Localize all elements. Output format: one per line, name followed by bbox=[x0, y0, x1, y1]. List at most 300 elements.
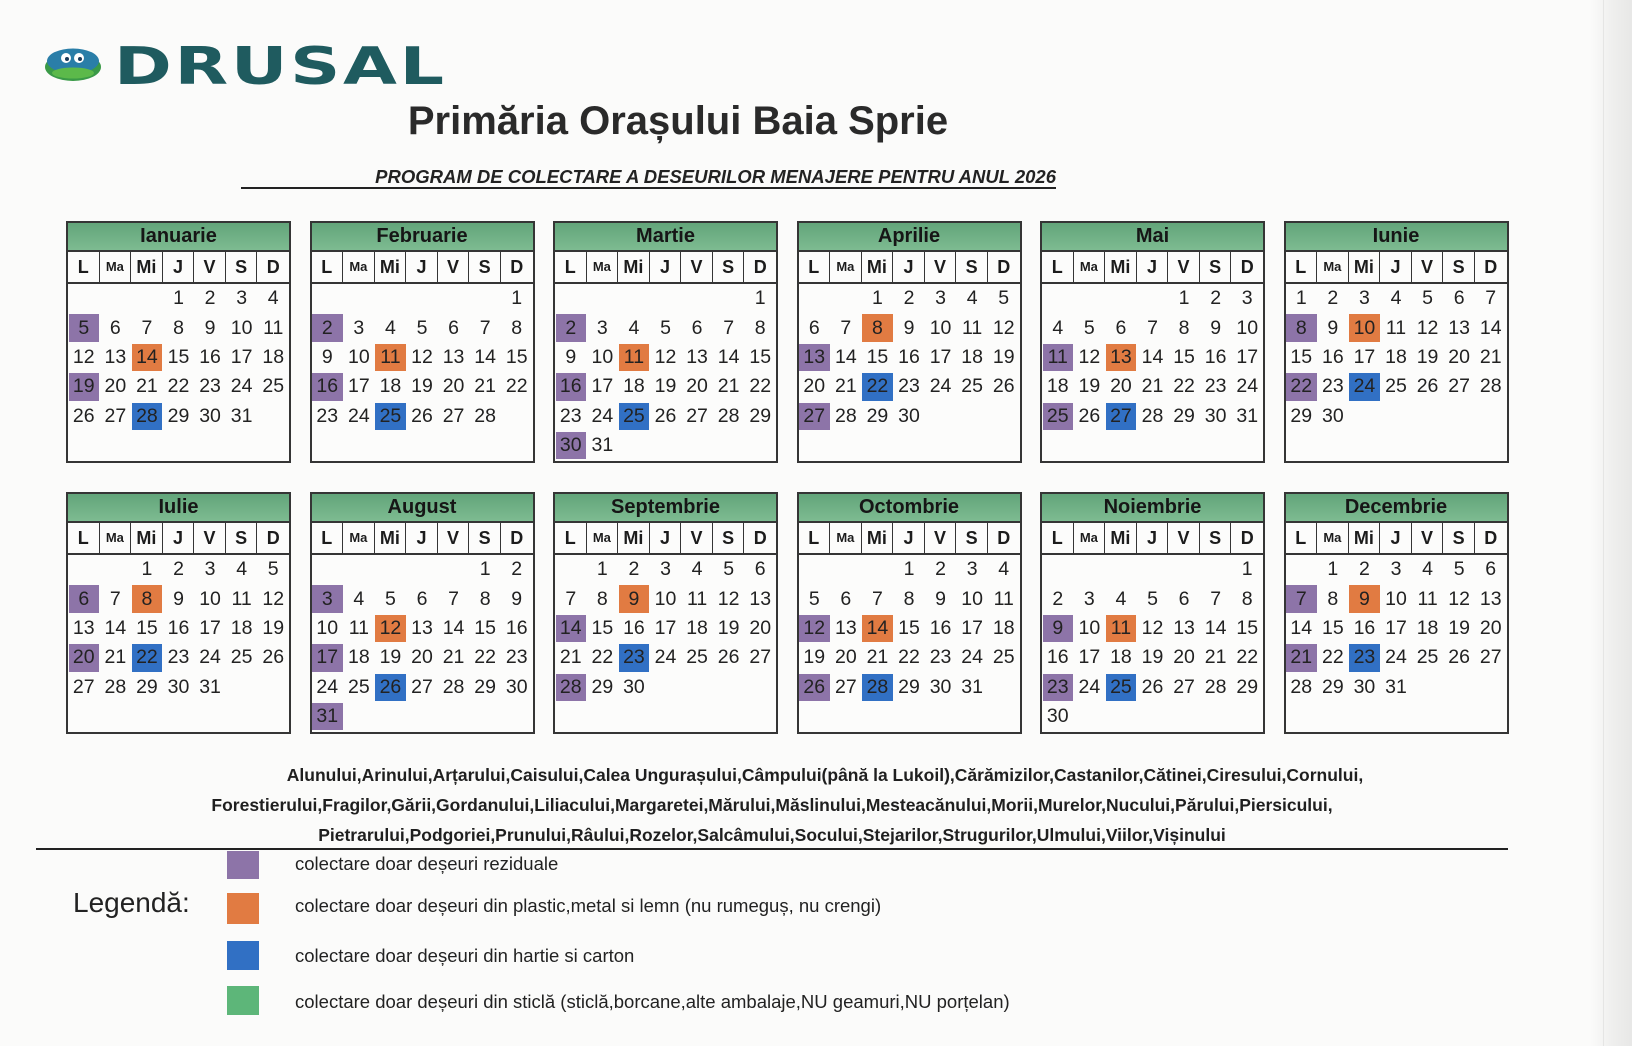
day-cell-paper: 25 bbox=[619, 403, 650, 430]
day-cell: 7 bbox=[479, 316, 491, 339]
day-cell: 5 bbox=[1422, 287, 1433, 310]
day-cell: 30 bbox=[1204, 404, 1227, 427]
month-august bbox=[310, 492, 535, 734]
day-cell: 9 bbox=[903, 316, 915, 339]
day-cell-plastic: 9 bbox=[1349, 585, 1380, 612]
day-cell: 22 bbox=[167, 375, 190, 398]
street-list-line: Alunului,Arinului,Arțarului,Caisului,Calea Ungurașului,Câmpului(până la Lukoil),Cărămizilor,Castanilor,Cătinei,Ciresului,Cornului, bbox=[286, 765, 1364, 785]
day-cell: 25 bbox=[348, 675, 370, 698]
day-cell: 11 bbox=[1385, 316, 1407, 339]
weekday-header-row bbox=[1042, 523, 1263, 555]
legend-swatch-plastic bbox=[227, 893, 259, 924]
day-cell: 19 bbox=[262, 616, 285, 639]
day-cell: 14 bbox=[1204, 616, 1227, 639]
day-cell: 14 bbox=[1141, 345, 1164, 368]
day-cell: 6 bbox=[416, 587, 428, 610]
day-cell: 30 bbox=[929, 675, 952, 698]
day-cell: 22 bbox=[474, 646, 496, 669]
weekday-label: V bbox=[925, 252, 957, 282]
day-cell-residual: 3 bbox=[312, 585, 343, 612]
day-cell: 29 bbox=[898, 675, 920, 698]
day-cell: 18 bbox=[379, 375, 402, 398]
day-cell: 18 bbox=[262, 345, 285, 368]
month-title: Iunie bbox=[1286, 223, 1507, 252]
day-cell: 4 bbox=[691, 558, 703, 581]
day-cell: 30 bbox=[1322, 404, 1344, 427]
day-cell: 20 bbox=[1448, 345, 1470, 368]
weekday-label: Ma bbox=[343, 523, 375, 553]
weekday-label: D bbox=[266, 257, 280, 277]
weekday-label: S bbox=[713, 523, 745, 553]
day-cell: 21 bbox=[1141, 375, 1164, 398]
day-cell: 6 bbox=[691, 316, 703, 339]
weekday-label: V bbox=[1168, 252, 1200, 282]
scan-edge-line bbox=[1603, 0, 1604, 1046]
day-cell: 30 bbox=[505, 675, 528, 698]
day-cell: 24 bbox=[230, 375, 253, 398]
day-cell: 3 bbox=[236, 287, 248, 310]
day-cell: 24 bbox=[1385, 646, 1407, 669]
street-list-line: Pietrarului,Podgoriei,Prunului,Râului,Rozelor,Salcâmului,Socului,Stejarilor,Strugurilor,Ulmului,Viilor,Vișinului bbox=[318, 825, 1226, 845]
day-cell: 3 bbox=[596, 316, 608, 339]
weekday-label: S bbox=[956, 523, 988, 553]
day-cell: 29 bbox=[866, 404, 889, 427]
day-cell: 29 bbox=[1236, 675, 1259, 698]
day-cell: 16 bbox=[167, 616, 190, 639]
legend-swatch-paper bbox=[227, 941, 259, 970]
day-cell-paper: 24 bbox=[1349, 373, 1380, 400]
day-cell: 28 bbox=[474, 404, 496, 427]
day-cell: 13 bbox=[411, 616, 433, 639]
month-martie bbox=[553, 221, 778, 463]
day-cell: 30 bbox=[623, 675, 645, 698]
day-cell: 13 bbox=[1479, 587, 1502, 610]
day-cell: 5 bbox=[1083, 316, 1095, 339]
day-cell: 23 bbox=[898, 375, 920, 398]
day-cell: 30 bbox=[898, 404, 920, 427]
day-cell: 2 bbox=[628, 558, 640, 581]
day-cell: 25 bbox=[961, 375, 983, 398]
month-title: Noiembrie bbox=[1042, 494, 1263, 523]
day-cell: 28 bbox=[1290, 675, 1313, 698]
day-cell: 20 bbox=[104, 375, 127, 398]
day-cell: 28 bbox=[442, 675, 465, 698]
day-cell: 15 bbox=[136, 616, 158, 639]
day-cell: 11 bbox=[263, 316, 284, 339]
day-cell: 17 bbox=[654, 616, 677, 639]
day-cell: 17 bbox=[348, 375, 370, 398]
day-cell: 3 bbox=[353, 316, 365, 339]
day-cell: 2 bbox=[204, 287, 216, 310]
weekday-label: Ma bbox=[100, 252, 132, 282]
day-cell: 6 bbox=[840, 587, 852, 610]
day-cell: 24 bbox=[961, 646, 983, 669]
day-cell: 10 bbox=[591, 345, 614, 368]
weekday-header-row bbox=[68, 523, 289, 555]
day-cell: 9 bbox=[321, 345, 333, 368]
weekday-label: Mi bbox=[1105, 523, 1137, 553]
day-cell-residual: 12 bbox=[799, 615, 830, 642]
day-cell-residual: 30 bbox=[556, 432, 587, 459]
day-cell: 6 bbox=[754, 558, 766, 581]
day-cell: 3 bbox=[660, 558, 671, 581]
day-cell: 7 bbox=[1147, 316, 1158, 339]
day-cell: 1 bbox=[596, 558, 608, 581]
scan-edge-shadow bbox=[1590, 0, 1632, 1046]
weekday-label: Mi bbox=[862, 523, 894, 553]
day-cell: 4 bbox=[628, 316, 640, 339]
day-cell: 11 bbox=[993, 587, 1014, 610]
day-cell: 12 bbox=[1141, 616, 1164, 639]
month-title: Februarie bbox=[312, 223, 533, 252]
day-cell: 27 bbox=[1173, 675, 1195, 698]
day-cell: 5 bbox=[416, 316, 428, 339]
weekday-label: D bbox=[997, 528, 1011, 548]
day-cell: 31 bbox=[961, 675, 983, 698]
day-cell: 4 bbox=[384, 316, 396, 339]
day-cell: 24 bbox=[654, 646, 677, 669]
weekday-label: L bbox=[68, 252, 100, 282]
day-cell: 1 bbox=[754, 287, 766, 310]
day-cell: 20 bbox=[1479, 616, 1502, 639]
weekday-label: S bbox=[469, 523, 501, 553]
weekday-label: L bbox=[312, 523, 344, 553]
weekday-label: L bbox=[1286, 523, 1318, 553]
day-cell: 8 bbox=[479, 587, 491, 610]
day-cell: 26 bbox=[1078, 404, 1101, 427]
day-cell-residual: 19 bbox=[69, 373, 100, 400]
day-cell: 26 bbox=[262, 646, 285, 669]
weekday-label: Mi bbox=[375, 523, 407, 553]
day-cell: 8 bbox=[1178, 316, 1190, 339]
legend-text-glass: colectare doar deșeuri din sticlă (sticlă,borcane,alte ambalaje,NU geamuri,NU porțelan) bbox=[295, 991, 1010, 1012]
day-cell: 12 bbox=[1078, 345, 1101, 368]
month-title: Septembrie bbox=[555, 494, 776, 523]
day-cell: 19 bbox=[1078, 375, 1101, 398]
day-cell: 15 bbox=[505, 345, 528, 368]
day-cell: 25 bbox=[230, 646, 253, 669]
day-cell: 1 bbox=[511, 287, 523, 310]
day-cell: 26 bbox=[1141, 675, 1164, 698]
day-cell: 7 bbox=[723, 316, 735, 339]
weekday-label: L bbox=[555, 523, 587, 553]
weekday-label: S bbox=[1443, 523, 1475, 553]
day-cell: 1 bbox=[173, 287, 184, 310]
day-cell: 4 bbox=[998, 558, 1010, 581]
day-cell: 24 bbox=[1236, 375, 1259, 398]
day-cell: 3 bbox=[1083, 587, 1095, 610]
day-cell: 6 bbox=[1178, 587, 1190, 610]
day-cell-residual: 9 bbox=[1043, 615, 1074, 642]
day-cell: 4 bbox=[1390, 287, 1402, 310]
day-cell-plastic: 11 bbox=[375, 344, 406, 371]
day-cell: 22 bbox=[898, 646, 920, 669]
days-grid bbox=[799, 555, 1020, 731]
day-cell-plastic: 14 bbox=[862, 615, 893, 642]
weekday-label: L bbox=[68, 523, 100, 553]
day-cell: 8 bbox=[596, 587, 608, 610]
day-cell: 24 bbox=[316, 675, 339, 698]
day-cell: 1 bbox=[1178, 287, 1190, 310]
weekday-label: S bbox=[469, 252, 501, 282]
day-cell: 22 bbox=[1236, 646, 1259, 669]
day-cell-plastic: 11 bbox=[619, 344, 650, 371]
weekday-label: S bbox=[713, 252, 745, 282]
day-cell: 5 bbox=[723, 558, 735, 581]
day-cell: 10 bbox=[929, 316, 952, 339]
day-cell: 12 bbox=[72, 345, 95, 368]
day-cell: 31 bbox=[1236, 404, 1259, 427]
weekday-label: Mi bbox=[1349, 523, 1381, 553]
drusal-logo-icon bbox=[44, 46, 102, 82]
day-cell: 22 bbox=[1173, 375, 1195, 398]
day-cell-residual: 16 bbox=[312, 373, 343, 400]
month-februarie bbox=[310, 221, 535, 463]
legend-swatch-glass bbox=[227, 986, 259, 1015]
day-cell: 29 bbox=[1290, 404, 1313, 427]
day-cell: 4 bbox=[236, 558, 248, 581]
day-cell: 11 bbox=[1417, 587, 1438, 610]
day-cell: 26 bbox=[654, 404, 677, 427]
day-cell: 19 bbox=[379, 646, 402, 669]
day-cell: 1 bbox=[479, 558, 491, 581]
day-cell: 28 bbox=[717, 404, 740, 427]
day-cell: 26 bbox=[72, 404, 95, 427]
legend-label: Legendă: bbox=[73, 887, 190, 918]
day-cell: 29 bbox=[749, 404, 772, 427]
weekday-label: Ma bbox=[1074, 252, 1106, 282]
day-cell: 17 bbox=[230, 345, 253, 368]
day-cell-paper: 22 bbox=[132, 644, 163, 671]
day-cell: 17 bbox=[199, 616, 221, 639]
day-cell-residual: 31 bbox=[312, 703, 343, 730]
day-cell: 30 bbox=[199, 404, 221, 427]
weekday-label: D bbox=[753, 257, 767, 277]
day-cell-residual: 21 bbox=[1286, 644, 1317, 671]
legend-text-residual: colectare doar deșeuri reziduale bbox=[295, 853, 559, 874]
legend-text-paper: colectare doar deșeuri din hartie si carton bbox=[295, 945, 635, 966]
weekday-label: D bbox=[997, 257, 1011, 277]
days-grid bbox=[1286, 284, 1507, 460]
day-cell: 3 bbox=[966, 558, 978, 581]
weekday-label: Ma bbox=[830, 523, 862, 553]
weekday-label: J bbox=[163, 252, 195, 282]
day-cell: 4 bbox=[353, 587, 365, 610]
month-title: Octombrie bbox=[799, 494, 1020, 523]
day-cell: 10 bbox=[654, 587, 677, 610]
day-cell: 13 bbox=[104, 345, 127, 368]
day-cell-paper: 23 bbox=[1349, 644, 1380, 671]
logo-wordmark: DRUSAL bbox=[114, 37, 447, 97]
day-cell: 9 bbox=[1210, 316, 1222, 339]
day-cell: 25 bbox=[686, 646, 708, 669]
day-cell: 18 bbox=[623, 375, 645, 398]
day-cell-residual: 6 bbox=[69, 585, 100, 612]
day-cell: 2 bbox=[1327, 287, 1339, 310]
day-cell: 18 bbox=[961, 345, 983, 368]
day-cell-plastic: 8 bbox=[862, 314, 893, 341]
day-cell: 7 bbox=[141, 316, 153, 339]
day-cell: 3 bbox=[935, 287, 946, 310]
day-cell: 7 bbox=[565, 587, 577, 610]
day-cell: 8 bbox=[1327, 587, 1339, 610]
day-cell: 14 bbox=[1479, 316, 1502, 339]
weekday-label: Mi bbox=[131, 523, 163, 553]
weekday-label: V bbox=[925, 523, 957, 553]
day-cell-residual: 26 bbox=[799, 674, 830, 701]
day-cell: 7 bbox=[871, 587, 883, 610]
day-cell: 13 bbox=[1173, 616, 1195, 639]
day-cell: 6 bbox=[1115, 316, 1127, 339]
day-cell: 21 bbox=[1479, 345, 1502, 368]
month-iulie bbox=[66, 492, 291, 734]
weekday-label: D bbox=[510, 528, 524, 548]
day-cell: 27 bbox=[1448, 375, 1470, 398]
day-cell-paper: 27 bbox=[1106, 403, 1137, 430]
day-cell: 3 bbox=[204, 558, 216, 581]
day-cell: 18 bbox=[1385, 345, 1407, 368]
day-cell: 31 bbox=[1385, 675, 1407, 698]
day-cell-plastic: 13 bbox=[1106, 344, 1137, 371]
month-title: Mai bbox=[1042, 223, 1263, 252]
day-cell: 26 bbox=[1448, 646, 1470, 669]
day-cell: 1 bbox=[1295, 287, 1307, 310]
weekday-header-row bbox=[1042, 252, 1263, 284]
day-cell: 30 bbox=[167, 675, 190, 698]
day-cell: 9 bbox=[1327, 316, 1339, 339]
day-cell: 9 bbox=[935, 587, 946, 610]
day-cell: 3 bbox=[1241, 287, 1253, 310]
day-cell: 7 bbox=[109, 587, 121, 610]
weekday-label: J bbox=[893, 252, 925, 282]
day-cell: 29 bbox=[167, 404, 190, 427]
weekday-label: J bbox=[1380, 252, 1412, 282]
day-cell: 5 bbox=[660, 316, 671, 339]
weekday-label: V bbox=[681, 523, 713, 553]
weekday-label: Mi bbox=[618, 523, 650, 553]
weekday-label: S bbox=[1200, 523, 1232, 553]
day-cell: 23 bbox=[167, 646, 190, 669]
day-cell: 1 bbox=[871, 287, 883, 310]
weekday-label: L bbox=[1042, 252, 1074, 282]
day-cell: 5 bbox=[267, 558, 279, 581]
day-cell: 26 bbox=[411, 404, 433, 427]
day-cell: 12 bbox=[1448, 587, 1470, 610]
day-cell: 10 bbox=[348, 345, 370, 368]
month-title: Iulie bbox=[68, 494, 289, 523]
day-cell: 23 bbox=[505, 646, 528, 669]
days-grid bbox=[312, 555, 533, 731]
day-cell-residual: 8 bbox=[1286, 314, 1317, 341]
day-cell: 17 bbox=[961, 616, 983, 639]
day-cell: 22 bbox=[1322, 646, 1344, 669]
day-cell: 10 bbox=[1236, 316, 1259, 339]
day-cell: 14 bbox=[104, 616, 127, 639]
weekday-label: V bbox=[1412, 523, 1444, 553]
day-cell: 20 bbox=[835, 646, 857, 669]
day-cell: 4 bbox=[1115, 587, 1127, 610]
day-cell: 23 bbox=[199, 375, 221, 398]
weekday-header-row bbox=[799, 523, 1020, 555]
day-cell: 19 bbox=[1141, 646, 1164, 669]
logo-pupil-left bbox=[65, 57, 69, 61]
day-cell-plastic: 12 bbox=[375, 615, 406, 642]
day-cell: 1 bbox=[141, 558, 153, 581]
weekday-label: Mi bbox=[1105, 252, 1137, 282]
day-cell: 1 bbox=[1327, 558, 1339, 581]
day-cell: 15 bbox=[1290, 345, 1313, 368]
day-cell: 19 bbox=[654, 375, 677, 398]
days-grid bbox=[68, 284, 289, 460]
day-cell: 27 bbox=[411, 675, 433, 698]
weekday-label: D bbox=[1484, 528, 1498, 548]
day-cell: 2 bbox=[1210, 287, 1222, 310]
month-aprilie bbox=[797, 221, 1022, 463]
day-cell: 28 bbox=[104, 675, 127, 698]
weekday-label: Ma bbox=[1074, 523, 1106, 553]
weekday-label: Mi bbox=[1349, 252, 1381, 282]
day-cell: 15 bbox=[1322, 616, 1344, 639]
day-cell: 19 bbox=[717, 616, 740, 639]
day-cell: 31 bbox=[230, 404, 253, 427]
day-cell: 2 bbox=[1052, 587, 1064, 610]
day-cell: 17 bbox=[929, 345, 952, 368]
day-cell: 14 bbox=[717, 345, 740, 368]
day-cell: 16 bbox=[898, 345, 920, 368]
month-noiembrie bbox=[1040, 492, 1265, 734]
weekday-label: L bbox=[555, 252, 587, 282]
day-cell: 18 bbox=[348, 646, 370, 669]
weekday-header-row bbox=[68, 252, 289, 284]
day-cell-paper: 26 bbox=[375, 674, 406, 701]
day-cell: 4 bbox=[1422, 558, 1433, 581]
day-cell: 10 bbox=[199, 587, 221, 610]
day-cell-residual: 11 bbox=[1043, 344, 1074, 371]
days-grid bbox=[1042, 284, 1263, 460]
weekday-label: J bbox=[1137, 523, 1169, 553]
day-cell-plastic: 14 bbox=[132, 344, 163, 371]
days-grid bbox=[799, 284, 1020, 460]
day-cell: 26 bbox=[992, 375, 1015, 398]
weekday-label: L bbox=[312, 252, 344, 282]
weekday-label: Mi bbox=[131, 252, 163, 282]
month-ianuarie bbox=[66, 221, 291, 463]
day-cell: 27 bbox=[835, 675, 857, 698]
day-cell: 20 bbox=[803, 375, 826, 398]
day-cell: 17 bbox=[1236, 345, 1259, 368]
weekday-label: V bbox=[194, 252, 226, 282]
day-cell: 17 bbox=[1353, 345, 1376, 368]
day-cell: 16 bbox=[1204, 345, 1227, 368]
day-cell: 2 bbox=[935, 558, 946, 581]
day-cell: 12 bbox=[654, 345, 677, 368]
day-cell: 27 bbox=[1479, 646, 1502, 669]
weekday-header-row bbox=[555, 252, 776, 284]
day-cell: 6 bbox=[448, 316, 459, 339]
day-cell: 10 bbox=[961, 587, 983, 610]
day-cell: 10 bbox=[1078, 616, 1101, 639]
day-cell: 21 bbox=[835, 375, 857, 398]
weekday-label: Ma bbox=[1317, 252, 1349, 282]
day-cell: 21 bbox=[136, 375, 158, 398]
day-cell: 19 bbox=[411, 375, 433, 398]
day-cell: 13 bbox=[1448, 316, 1470, 339]
day-cell: 11 bbox=[962, 316, 983, 339]
day-cell-residual: 20 bbox=[69, 644, 100, 671]
day-cell: 6 bbox=[1485, 558, 1497, 581]
day-cell: 5 bbox=[998, 287, 1010, 310]
day-cell: 13 bbox=[835, 616, 857, 639]
